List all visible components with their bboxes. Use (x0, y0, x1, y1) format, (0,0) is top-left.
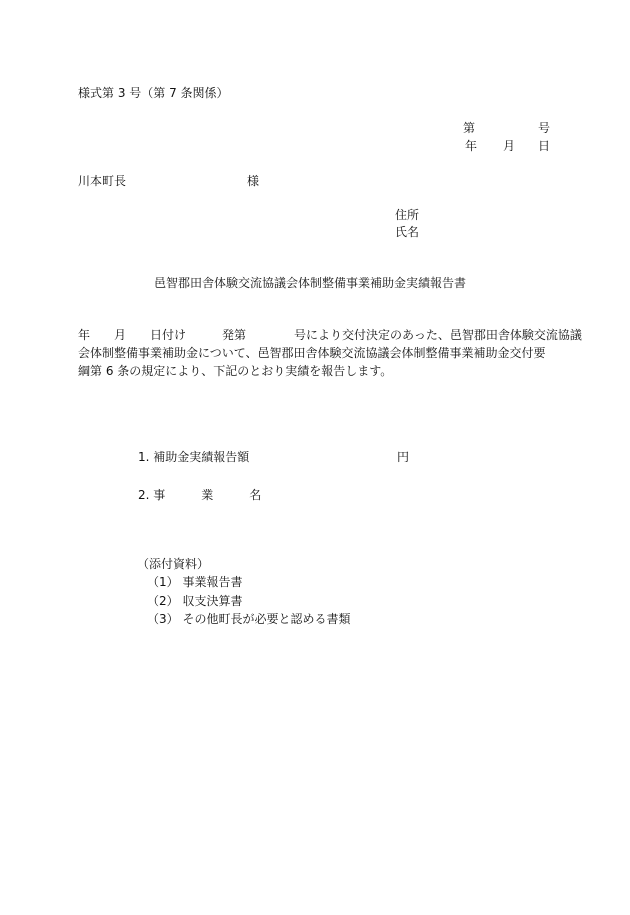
item-project-name-label: 2. 事 業 名 (138, 488, 262, 502)
body-line: 綱第 6 条の規定により、下記のとおり実績を報告します。 (78, 364, 393, 378)
date-month-label: 月 (503, 139, 516, 153)
addressee-honorific: 様 (247, 174, 260, 188)
attachments-heading: （添付資料） (137, 557, 210, 571)
date-year-label: 年 (465, 139, 478, 153)
document-number-label: 第 (463, 121, 476, 135)
attachment-item: （3） その他町長が必要と認める書類 (147, 612, 351, 626)
document-title: 邑智郡田舎体験交流協議会体制整備事業補助金実績報告書 (154, 276, 467, 290)
applicant-address-label: 住所 (395, 208, 420, 222)
item-report-amount-unit: 円 (397, 450, 410, 464)
form-number: 様式第 3 号（第 7 条関係） (78, 86, 229, 100)
body-paragraph (78, 326, 582, 380)
document-number-suffix: 号 (538, 121, 551, 135)
item-report-amount-label: 1. 補助金実績報告額 (138, 450, 250, 464)
body-line: 年 月 日付け 発第 号により交付決定のあった、邑智郡田舎体験交流協議 (78, 328, 582, 342)
date-day-label: 日 (538, 139, 551, 153)
attachment-item: （2） 収支決算書 (147, 594, 243, 608)
addressee-name: 川本町長 (78, 174, 127, 188)
body-line: 会体制整備事業補助金について、邑智郡田舎体験交流協議会体制整備事業補助金交付要 (78, 346, 546, 360)
applicant-name-label: 氏名 (395, 225, 420, 239)
attachment-item: （1） 事業報告書 (147, 575, 243, 589)
